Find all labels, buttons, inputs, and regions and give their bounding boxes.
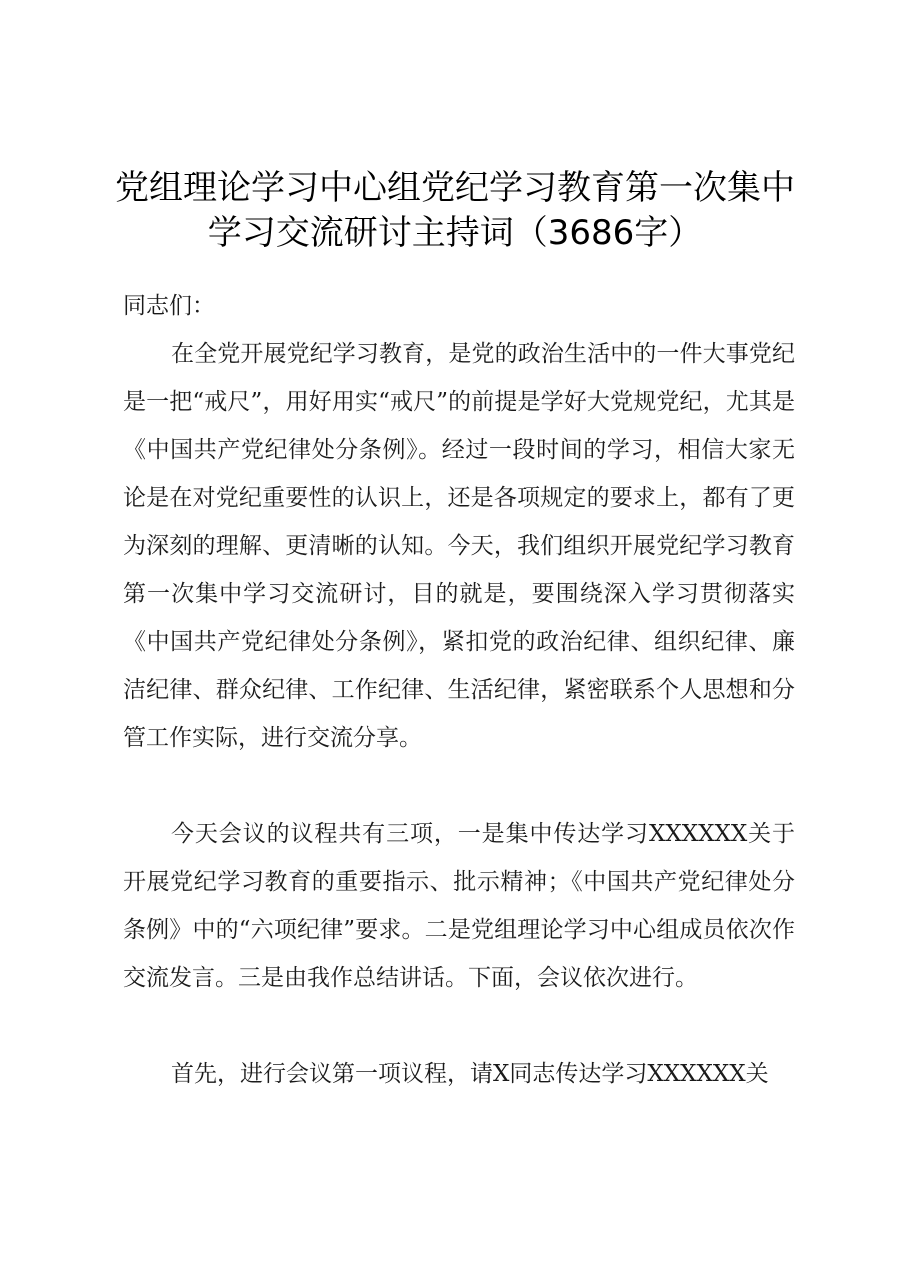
greeting: 同志们： bbox=[123, 293, 215, 319]
paragraph-1: 在全党开展党纪学习教育，是党的政治生活中的一件大事党纪是一把“戒尺”，用好用实“戒尺”的前提是学好大党规党纪，尤其是《中国共产党纪律处分条例》。经过一段时间的学习，相信大家无论是在对党纪重要性的认识上，还是各项规定的要求上，都有了更为深刻的理解、更清晰的认知。今天，我们组织开展党纪学习教育第一次集中学习交流研讨，目的就是，要围绕深入学习贯彻落实《中国共产党纪律处分条例》，紧扣党的政治纪律、组织纪律、廉洁纪律、群众纪律、工作纪律、生活纪律，紧密联系个人思想和分管工作实际，进行交流分享。 bbox=[123, 341, 795, 751]
document-title-line-1: 党组理论学习中心组党纪学习教育第一次集中 bbox=[115, 168, 795, 208]
document-title-line-2: 学习交流研讨主持词（3686字） bbox=[207, 213, 703, 253]
paragraph-2: 今天会议的议程共有三项，一是集中传达学习XXXXXX关于开展党纪学习教育的重要指示、批示精神；《中国共产党纪律处分条例》中的“六项纪律”要求。二是党组理论学习中心组成员依次作交流发言。三是由我作总结讲话。下面，会议依次进行。 bbox=[123, 821, 795, 991]
paragraph-3: 首先，进行会议第一项议程，请X同志传达学习XXXXXX关 bbox=[171, 1061, 769, 1087]
